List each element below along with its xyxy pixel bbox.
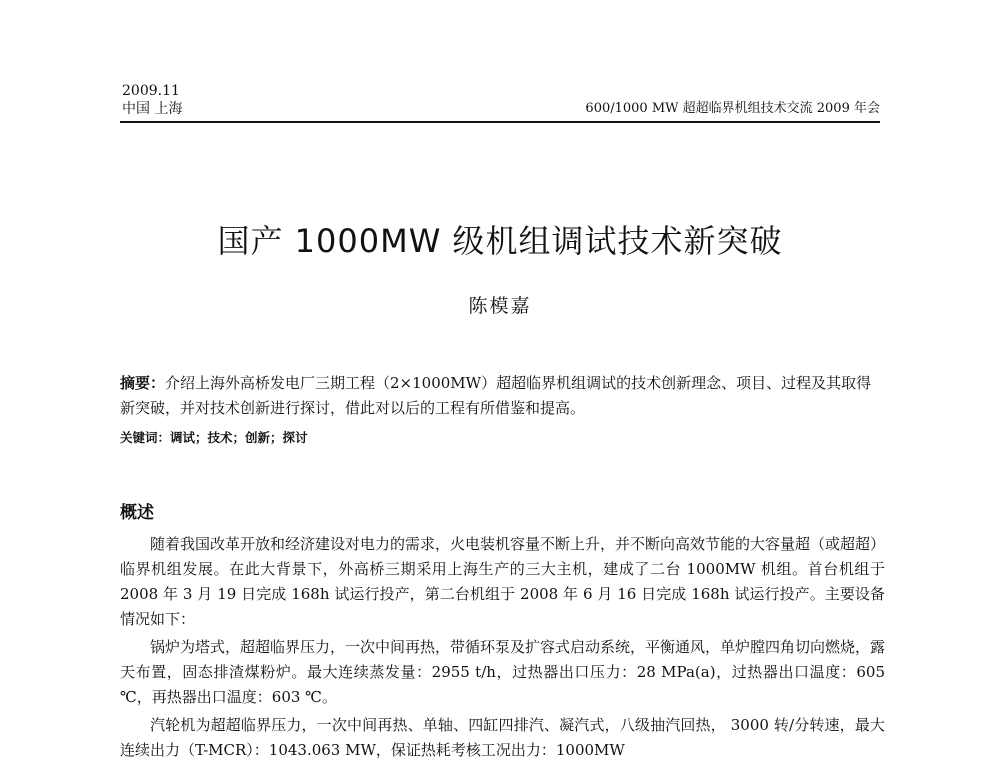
header-date: 2009.11 [122,83,180,99]
body-paragraph: 锅炉为塔式，超超临界压力，一次中间再热，带循环泵及扩容式启动系统，平衡通风，单炉膛四角切向燃烧，露天布置，固态排渣煤粉炉。最大连续蒸发量：2955 t/h，过热器出口压力：28 MPa(a)，过热器出口温度：605 ℃，再热器出口温度：603 ℃。 [120,638,886,706]
keywords-label: 关键词： [120,430,171,445]
header-conference: 600/1000 MW 超超临界机组技术交流 2009 年会 [585,101,880,116]
header-rule [120,121,880,123]
header-location: 中国 上海 [122,101,183,117]
section-heading: 概述 [120,503,154,523]
abstract [120,371,885,421]
body-paragraph: 随着我国改革开放和经济建设对电力的需求，火电装机容量不断上升，并不断向高效节能的大容量超（或超超）临界机组发展。在此大背景下，外高桥三期采用上海生产的三大主机，建成了二台 1000MW 机组。首台机组于 2008 年 3 月 19 日完成 168h 试运行投产，第二台机组于 2008 年 6 月 16 日完成 168h 试运行投产。主要设备情况如下： [120,535,886,628]
keywords [120,428,308,446]
body-paragraph: 汽轮机为超超临界压力，一次中间再热、单轴、四缸四排汽、凝汽式，八级抽汽回热， 3000 转/分转速，最大连续出力（T-MCR）：1043.063 MW，保证热耗考核工况出力：1000MW [120,716,885,759]
paper-author: 陈模嘉 [468,295,532,317]
abstract-label: 摘要： [120,374,166,392]
abstract-text: 介绍上海外高桥发电厂三期工程（2×1000MW）超超临界机组调试的技术创新理念、项目、过程及其取得新突破，并对技术创新进行探讨，借此对以后的工程有所借鉴和提高。 [120,374,872,417]
section-body [120,532,885,766]
paper-title: 国产 1000MW 级机组调试技术新突破 [217,222,783,260]
keywords-text: 调试；技术；创新；探讨 [170,430,308,445]
running-header-left [122,82,182,118]
